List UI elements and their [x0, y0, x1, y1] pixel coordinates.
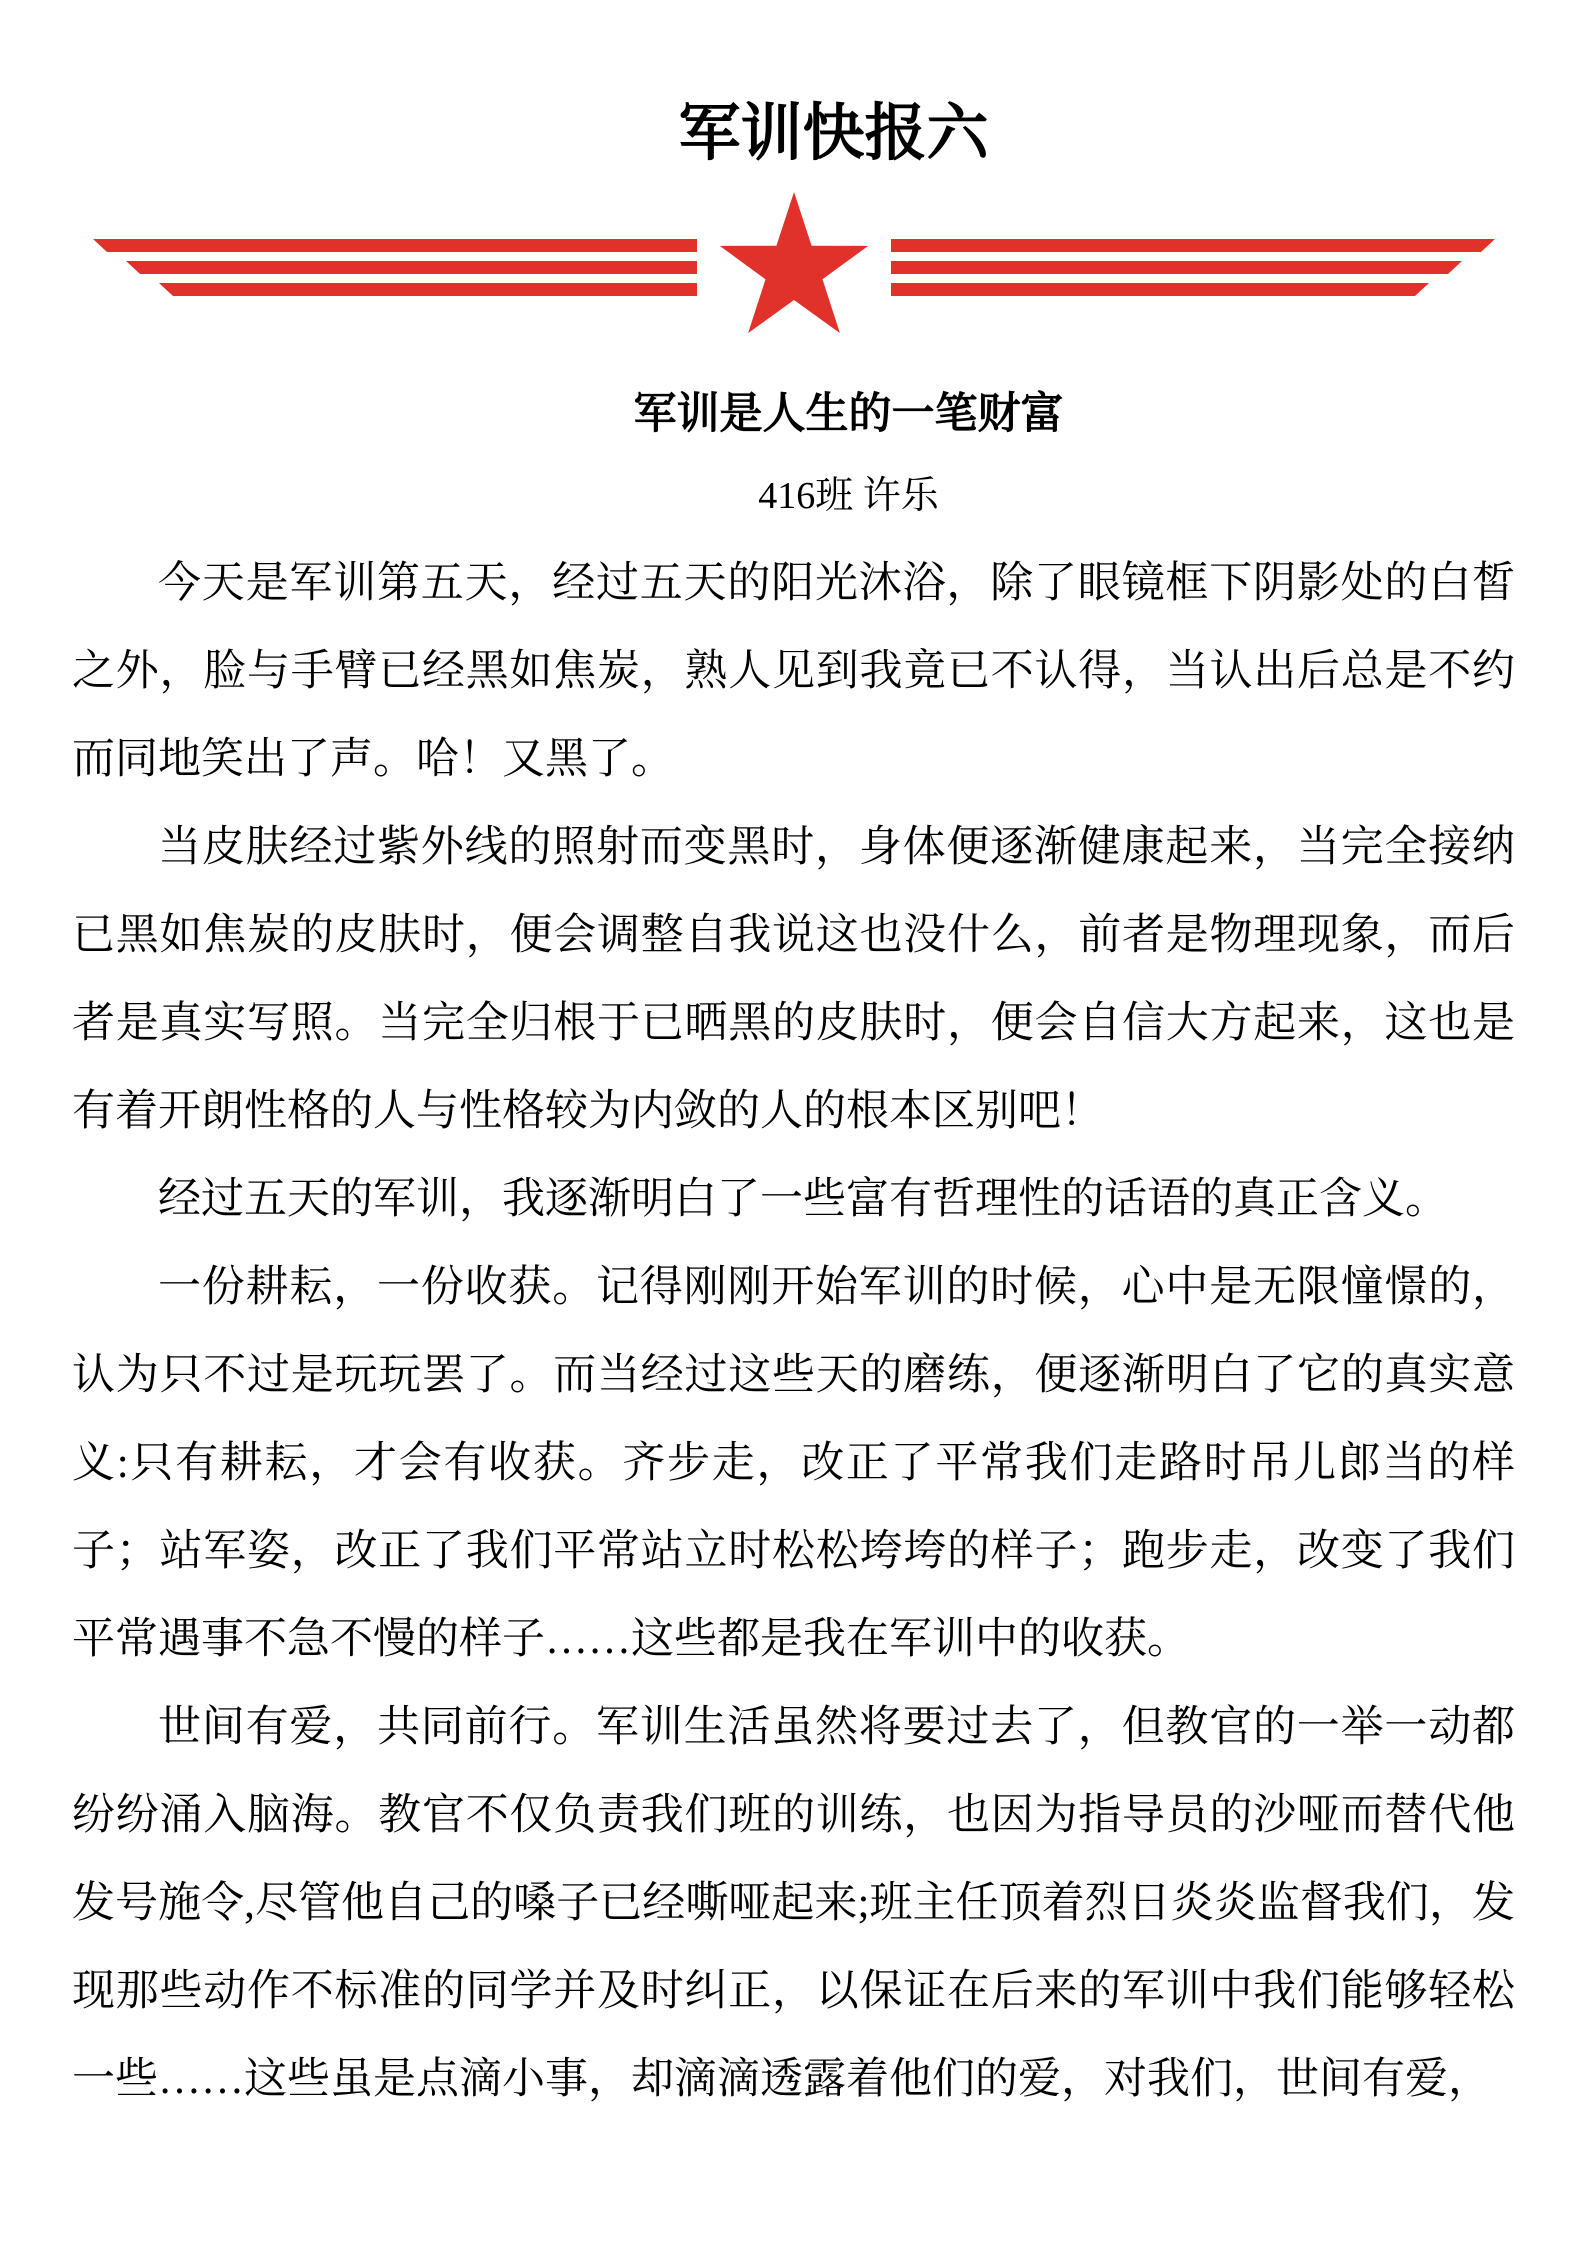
- red-star-icon: [719, 192, 867, 333]
- left-wing-icon: [93, 239, 697, 296]
- left-wing-stripe-3: [159, 283, 697, 296]
- right-wing-stripe-3: [891, 283, 1429, 296]
- paragraph: 当皮肤经过紫外线的照射而变黑时，身体便逐渐健康起来，当完全接纳已黑如焦炭的皮肤时，便会调整自我说这也没什么，前者是物理现象，而后者是真实写照。当完全归根于已晒黑的皮肤时，便会自信大方起来，这也是有着开朗性格的人与性格较为内敛的人的根本区别吧！: [72, 824, 1515, 1135]
- paragraph: 经过五天的军训，我逐渐明白了一些富有哲理性的话语的真正含义。: [158, 1176, 1448, 1223]
- paragraph: 世间有爱，共同前行。军训生活虽然将要过去了，但教官的一举一动都纷纷涌入脑海。教官不仅负责我们班的训练，也因为指导员的沙哑而替代他发号施令,尽管他自己的嗓子已经嘶哑起来;班主任顶着烈日炎炎监督我们，发现那些动作不标准的同学并及时纠正，以保证在后来的军训中我们能够轻松一些……这些虽是点滴小事，却滴滴透露着他们的爱，对我们，世间有爱，: [72, 1704, 1515, 2103]
- article-subtitle: 军训是人生的一笔财富: [633, 390, 1064, 438]
- page-title: 军训快报六: [678, 100, 989, 168]
- right-wing-stripe-2: [891, 261, 1462, 274]
- paragraph: 今天是军训第五天，经过五天的阳光沐浴，除了眼镜框下阴影处的白皙之外，脸与手臂已经黑如焦炭，熟人见到我竟已不认得，当认出后总是不约而同地笑出了声。哈！又黑了。: [72, 560, 1515, 783]
- star-wings-emblem: [93, 192, 1495, 334]
- right-wing-icon: [891, 239, 1495, 296]
- left-wing-stripe-1: [93, 239, 697, 252]
- article-body: [72, 540, 1515, 2124]
- right-wing-stripe-1: [891, 239, 1495, 252]
- paragraph: 一份耕耘，一份收获。记得刚刚开始军训的时候，心中是无限憧憬的，认为只不过是玩玩罢了。而当经过这些天的磨练，便逐渐明白了它的真实意义:只有耕耘，才会有收获。齐步走，改正了平常我们走路时吊儿郎当的样子；站军姿，改正了我们平常站立时松松垮垮的样子；跑步走，改变了我们平常遇事不急不慢的样子……这些都是我在军训中的收获。: [72, 1264, 1515, 1663]
- article-byline: 416班 许乐: [758, 475, 939, 517]
- left-wing-stripe-2: [126, 261, 697, 274]
